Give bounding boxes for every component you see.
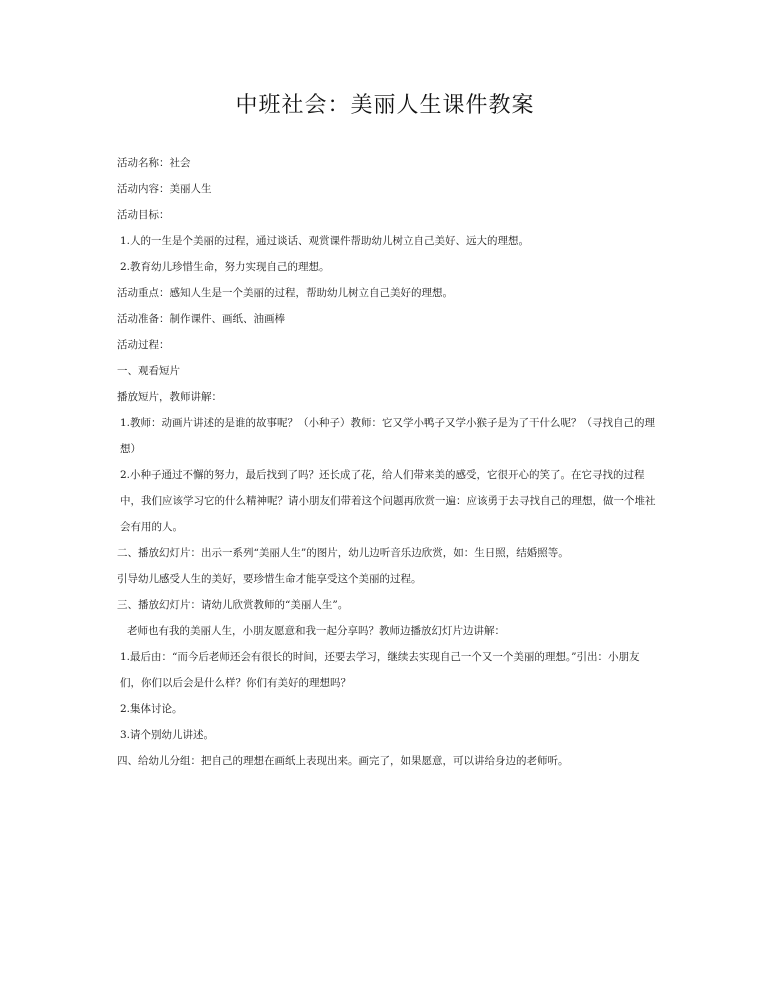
paragraph-goal-2: 2.教育幼儿珍惜生命，努力实现自己的理想。 [120,261,330,273]
paragraph-goal-1: 1.人的一生是个美丽的过程，通过谈话、观赏课件帮助幼儿树立自己美好、远大的理想。 [120,235,530,247]
paragraph-preparation: 活动准备：制作课件、画纸、油画棒 [117,313,285,325]
paragraph-activity-goals-heading: 活动目标： [117,209,170,221]
paragraph-step-3: 三、播放幻灯片：请幼儿欣赏教师的“美丽人生”。 [117,599,349,611]
document-title: 中班社会：美丽人生课件教案 [235,93,535,118]
paragraph-key-point: 活动重点：感知人生是一个美丽的过程，帮助幼儿树立自己美好的理想。 [117,287,453,299]
paragraph-step-2-guide: 引导幼儿感受人生的美好，要珍惜生命才能享受这个美丽的过程。 [117,573,422,585]
paragraph-step-1-item-2: 2.小种子通过不懈的努力，最后找到了吗？还长成了花，给人们带来美的感受，它很开心的笑了。在它寻找的过程中，我们应该学习它的什么精神呢？请小朋友们带着这个问题再欣赏一遍：应该勇于去寻找自己的理想，做一个堆社会有用的人。 [120,469,656,533]
paragraph-step-4: 四、给幼儿分组：把自己的理想在画纸上表现出来。画完了，如果愿意，可以讲给身边的老师听。 [117,755,569,767]
paragraph-step-1: 一、观看短片 [117,365,180,377]
paragraph-activity-name: 活动名称：社会 [117,157,191,169]
paragraph-process-heading: 活动过程： [117,339,170,351]
paragraph-step-2: 二、播放幻灯片：出示一系列“美丽人生”的图片，幼儿边听音乐边欣赏，如：生日照，结婚照等。 [117,547,569,559]
paragraph-step-3-intro: 老师也有我的美丽人生，小朋友愿意和我一起分享吗？教师边播放幻灯片边讲解： [127,625,505,637]
paragraph-step-3-item-1: 1.最后由：“而今后老师还会有很长的时间，还要去学习，继续去实现自己一个又一个美丽的理想。”引出：小朋友们，你们以后会是什么样？你们有美好的理想吗？ [120,651,640,689]
paragraph-step-3-item-2: 2.集体讨论。 [120,703,183,715]
paragraph-step-1-item-1: 1.教师：动画片讲述的是谁的故事呢？（小种子）教师：它又学小鸭子又学小猴子是为了干什么呢？（寻找自己的理想） [120,417,656,455]
document-body [117,150,657,774]
paragraph-play-short: 播放短片，教师讲解： [117,391,222,403]
paragraph-activity-content: 活动内容：美丽人生 [117,183,212,195]
paragraph-step-3-item-3: 3.请个别幼儿讲述。 [120,729,215,741]
